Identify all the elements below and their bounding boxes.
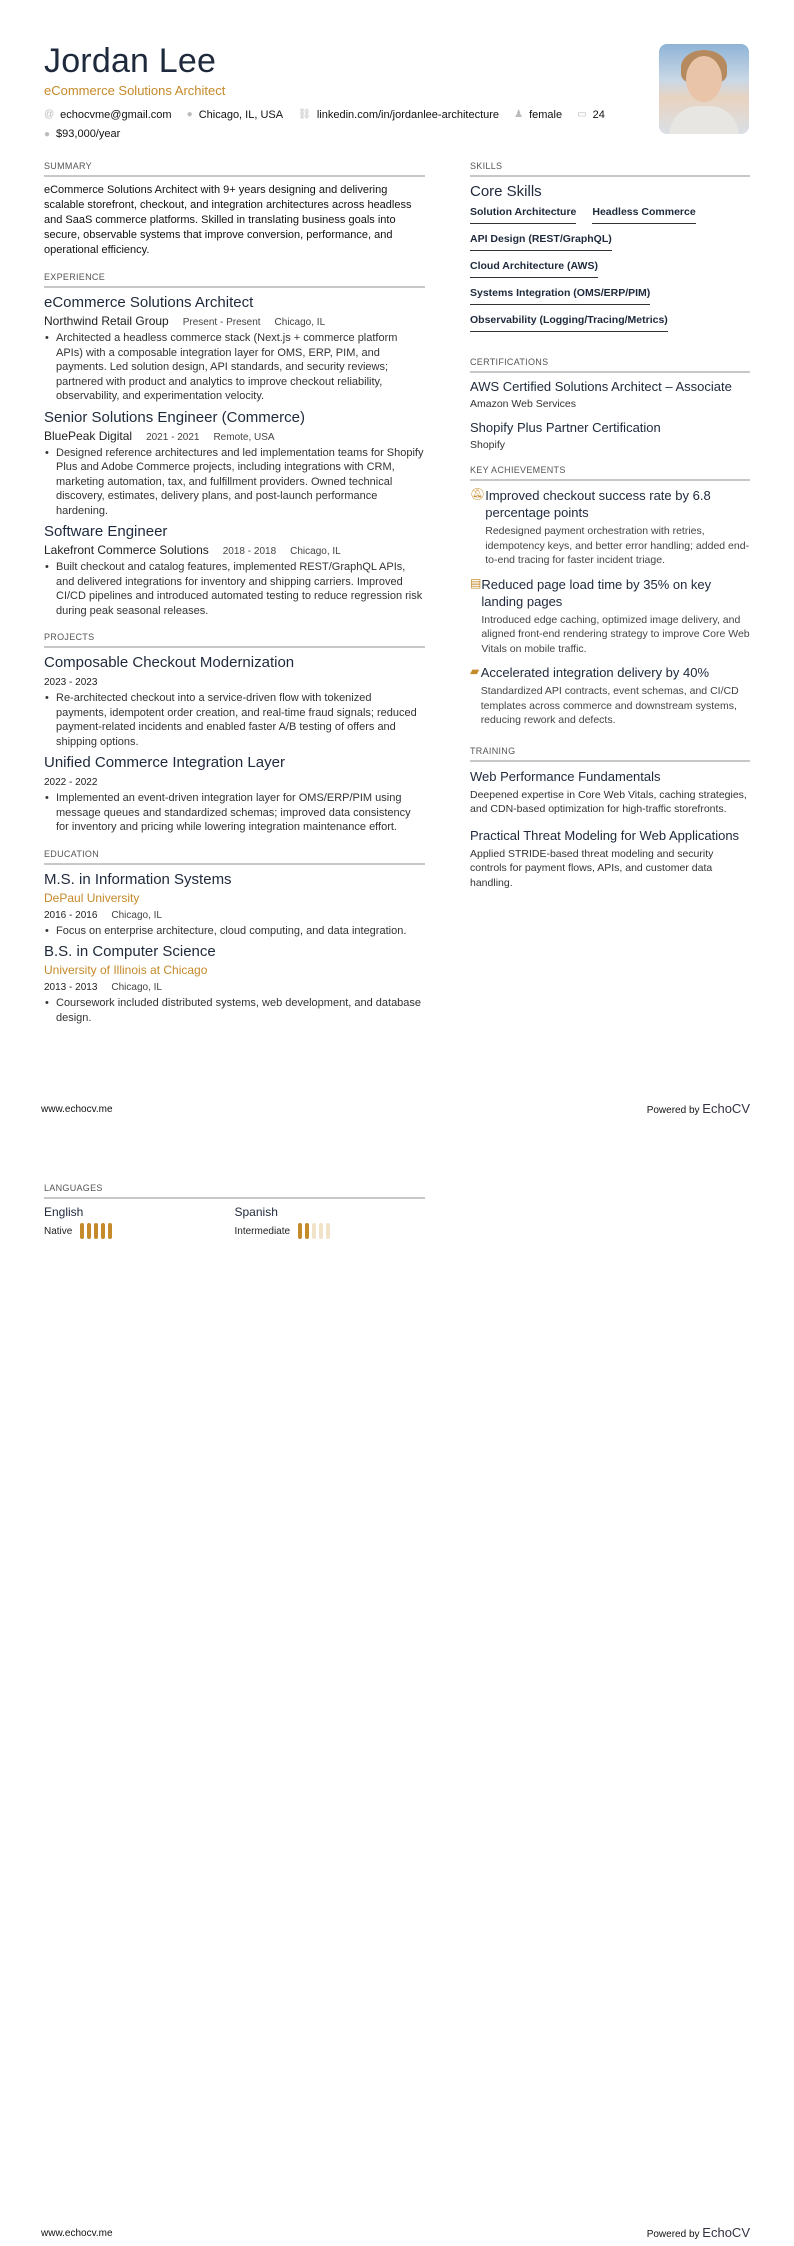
dates: 2023 - 2023 [44,677,98,688]
contact-text: linkedin.com/in/jordanlee-architecture [316,108,500,121]
cert-title: Shopify Plus Partner Certification [470,420,661,435]
section-title: EXPERIENCE [44,272,425,288]
section-title: SKILLS [470,161,750,177]
level-bar [319,1223,323,1239]
language-level-bars [80,1223,112,1239]
summary-text: eCommerce Solutions Architect with 9+ years designing and delivering scalable storefront, checkout, and integration architectures across headless and SaaS commerce platforms. Skilled in translating business goals into secure, observable systems that improve conversion, performance, and operational efficiency. [44,184,412,256]
company: BluePeak Digital [44,428,133,443]
language-item [44,1205,235,1239]
level-bar [305,1223,309,1239]
dates: 2018 - 2018 [222,546,277,557]
bullet: • Designed reference architectures and led implementation teams for Shopify Plus and Adobe Commerce projects, including integrations with CRM, marketing automation, tax, and fulfillment providers. Owned technical discovery, estimates, delivery plans, and post-launch performance hardening. [44,446,425,519]
location: Chicago, IL [274,317,326,328]
summary-section [44,161,425,258]
section-title: CERTIFICATIONS [470,357,750,373]
dates: 2021 - 2021 [146,431,200,443]
achievement-item [470,664,750,728]
experience-item [44,409,425,519]
bullet: • Coursework included distributed systems, web development, and database design. [44,996,425,1025]
right-column [470,161,750,904]
training-title: Web Performance Fundamentals [470,768,661,784]
contact-email[interactable] [44,109,172,121]
candidate-name: Jordan Lee [44,42,217,80]
skill-tag: Observability (Logging/Tracing/Metrics) [470,312,668,332]
brand-name: EchoCV [702,1101,750,1116]
certifications-section [470,357,750,451]
section-title: SUMMARY [44,161,425,177]
experience-item [44,523,425,618]
training-desc: Deepened expertise in Core Web Vitals, caching strategies, and CDN-based optimization for high-traffic storefronts. [470,788,747,815]
contact-text: female [529,108,563,121]
location-pin-icon: ● [186,109,193,120]
skill-tag: Headless Commerce [592,204,695,224]
skill-tag: Cloud Architecture (AWS) [470,258,598,278]
level-bar [108,1223,112,1239]
project-item [44,654,425,749]
contact-age [577,109,605,121]
bullet: • Focus on enterprise architecture, cloud computing, and data integration. [44,924,425,939]
contact-list [44,108,644,147]
bell-slash-icon: 🔕︎ [470,487,486,501]
education-item [44,871,425,939]
contact-text: Chicago, IL, USA [198,108,284,121]
training-title: Practical Threat Modeling for Web Applications [470,827,740,843]
section-title: PROJECTS [44,632,425,648]
achievement-item [470,487,750,568]
section-title: LANGUAGES [44,1183,425,1199]
contact-text: $93,000/year [56,128,121,140]
job-title: Senior Solutions Engineer (Commerce) [44,408,305,426]
brand-name: EchoCV [702,2225,750,2240]
section-title: TRAINING [470,746,750,762]
dates: 2022 - 2022 [44,777,98,788]
school: University of Illinois at Chicago [44,963,208,977]
section-title: KEY ACHIEVEMENTS [470,465,750,481]
person-icon: ♟ [514,109,524,120]
degree: M.S. in Information Systems [44,870,232,888]
level-bar [87,1223,91,1239]
skill-tag: API Design (REST/GraphQL) [470,231,612,251]
achievement-title: Reduced page load time by 35% on key landing pages [481,576,712,609]
language-level-bars [298,1223,330,1239]
project-title: Composable Checkout Modernization [44,654,295,671]
file-check-icon: ▰ [470,664,480,678]
language-item [235,1205,426,1239]
bullet: • Built checkout and catalog features, implemented REST/GraphQL APIs, and delivered integrations for inventory and shipping carriers. Improved CI/CD pipelines and introduced automated testing to reduce regression risk during peak seasonal releases. [44,560,425,618]
footer-powered[interactable] [647,1101,750,1116]
location: Chicago, IL [290,546,341,557]
language-name: Spanish [234,1205,278,1219]
cert-issuer: Shopify [470,439,506,451]
at-icon: @ [44,109,55,120]
training-section [470,746,750,891]
experience-item [44,294,425,404]
level-bar [94,1223,98,1239]
section-title: EDUCATION [44,849,425,865]
language-level: Intermediate [234,1225,291,1237]
contact-gender [514,109,562,121]
contact-linkedin[interactable] [298,109,499,121]
language-name: English [44,1205,84,1219]
achievement-title: Accelerated integration delivery by 40% [480,665,710,680]
cert-issuer: Amazon Web Services [470,398,577,410]
company: Northwind Retail Group [44,314,169,328]
school: DePaul University [44,890,140,905]
project-item [44,754,425,835]
footer-site-link[interactable]: www.echocv.me [41,1104,113,1115]
powered-label: Powered by [646,2229,700,2240]
education-section [44,849,425,1026]
level-bar [101,1223,105,1239]
language-level: Native [44,1225,73,1237]
achievements-section [470,465,750,728]
location: Chicago, IL [111,909,162,921]
calendar-icon: ▭ [577,109,587,120]
cert-title: AWS Certified Solutions Architect – Associate [470,379,732,394]
experience-section [44,272,425,618]
left-column [44,161,425,1039]
languages-section [44,1183,425,1239]
level-bar [326,1223,330,1239]
dates: 2016 - 2016 [44,909,98,921]
contact-location [187,109,283,121]
contact-salary [44,128,120,140]
calendar-chart-icon: ▤ [470,575,482,590]
skill-tag: Solution Architecture [470,204,576,224]
footer-powered[interactable] [647,2225,750,2240]
job-title: eCommerce Solutions Architect [44,294,254,311]
dates: 2013 - 2013 [44,982,98,993]
location: Remote, USA [213,431,275,443]
project-title: Unified Commerce Integration Layer [44,754,285,771]
projects-section [44,632,425,835]
location: Chicago, IL [111,982,162,993]
profile-photo [659,44,749,134]
skill-group-title: Core Skills [470,183,542,200]
bullet: • Re-architected checkout into a service-driven flow with tokenized payments, idempotent order creation, and real-time fraud signals; reduced payment-related incidents and enabled faster A/B testing of offers and shipping options. [44,691,425,749]
education-item [44,943,425,1025]
powered-label: Powered by [646,1105,700,1116]
skill-tag: Systems Integration (OMS/ERP/PIM) [470,285,650,305]
footer-site-link[interactable]: www.echocv.me [41,2228,113,2239]
dollar-icon: ● [44,128,51,140]
bullet: • Architected a headless commerce stack (Next.js + commerce platform APIs) with a composable integration layer for OMS, ERP, PIM, and payments. Led solution design, API standards, and security reviews; partnered with product and analytics to improve checkout reliability, observability, and experimentation velocity. [44,331,425,404]
link-icon: ⛓ [298,109,311,120]
achievement-desc: Introduced edge caching, optimized image delivery, and aligned front-end rendering strategy to improve Core Web Vitals on mobile traffic. [481,613,750,655]
bullet: • Implemented an event-driven integration layer for OMS/ERP/PIM using message queues and standardized schemas; improved data consistency for inventory and pricing while lowering integration maintenance effort. [44,791,425,835]
degree: B.S. in Computer Science [44,943,216,960]
achievement-desc: Standardized API contracts, event schemas, and CI/CD templates across commerce and downstream systems, reducing rework and defects. [480,685,739,726]
contact-text: 24 [592,108,605,121]
level-bar [298,1223,302,1239]
company: Lakefront Commerce Solutions [44,543,209,557]
candidate-title: eCommerce Solutions Architect [44,83,226,98]
contact-text: echocvme@gmail.com [60,108,172,121]
skills-section [470,161,750,339]
dates: Present - Present [182,317,261,328]
level-bar [312,1223,316,1239]
level-bar [80,1223,84,1239]
achievement-title: Improved checkout success rate by 6.8 percentage points [485,488,711,520]
training-desc: Applied STRIDE-based threat modeling and security controls for payment flows, APIs, and customer data handling. [470,847,714,889]
job-title: Software Engineer [44,523,168,540]
achievement-item [470,576,750,657]
achievement-desc: Redesigned payment orchestration with retries, idempotency keys, and better error handling; added end-to-end tracing for faster incident triage. [485,525,750,566]
